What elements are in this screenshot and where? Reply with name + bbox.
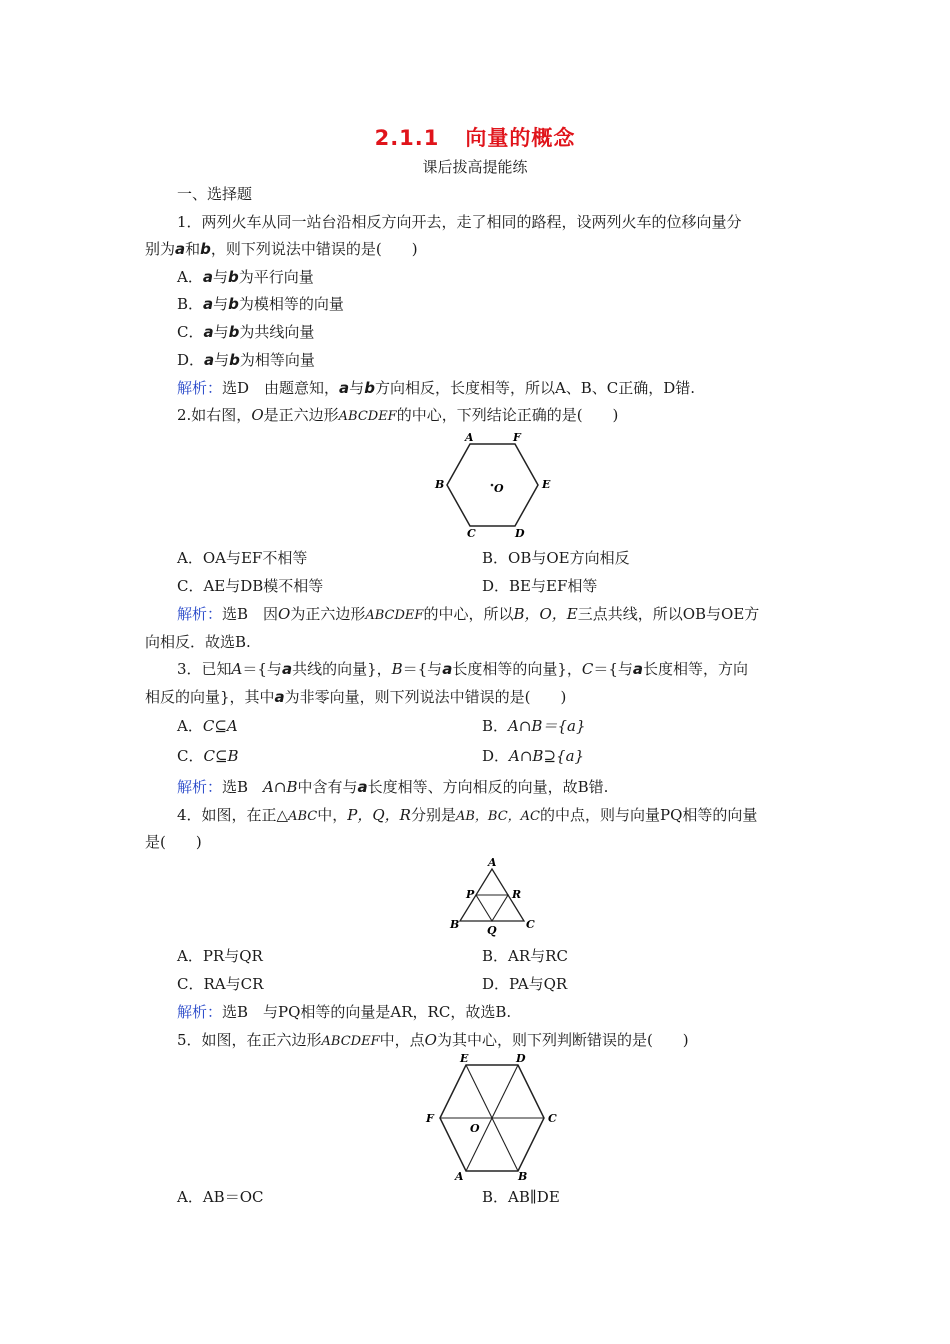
vertex-label-b: B: [435, 478, 445, 491]
q2-option-c: C．AE与DB模不相等: [177, 577, 324, 595]
section-heading: 一、选择题: [177, 185, 253, 203]
q3-analysis: 解析：选B A∩B中含有与a长度相等、方向相反的向量，故B错.: [177, 778, 609, 796]
page-subtitle: 课后拔高提能练: [422, 158, 528, 176]
q5-option-b: B．AB∥DE: [482, 1188, 560, 1206]
q1-stem-line1: 1．两列火车从同一站台沿相反方向开去，走了相同的路程，设两列火车的位移向量分: [177, 213, 742, 231]
q2-hexagon-figure: [430, 430, 560, 540]
vertex-label-f: F: [426, 1112, 434, 1125]
vertex-label-b: B: [518, 1170, 528, 1182]
vertex-label-c: C: [526, 918, 535, 931]
vertex-label-f: F: [513, 431, 521, 444]
q1-option-d: D．a与b为相等向量: [177, 351, 315, 369]
q4-triangle-figure: [440, 855, 540, 940]
q3-option-d: D．A∩B⊇{a}: [482, 747, 585, 765]
q3-stem-line2: 相反的向量}，其中a为非零向量，则下列说法中错误的是( ): [145, 688, 567, 706]
q1-analysis: 解析：选D 由题意知，a与b方向相反，长度相等，所以A、B、C正确，D错.: [177, 379, 696, 397]
vertex-label-c: C: [548, 1112, 557, 1125]
section-number: 2.1.1: [374, 126, 440, 150]
q2-analysis-line1: 解析：选B 因O为正六边形ABCDEF的中心，所以B，O，E三点共线，所以OB与OE方: [177, 605, 760, 623]
midpoint-label-q: Q: [487, 924, 497, 937]
q4-option-d: D．PA与QR: [482, 975, 568, 993]
vertex-label-c: C: [467, 527, 476, 540]
vertex-label-d: D: [515, 527, 525, 540]
q3-stem-line1: 3．已知A＝{与a共线的向量}，B＝{与a长度相等的向量}，C＝{与a长度相等，方向: [177, 660, 749, 678]
q3-option-a: A．C⊆A: [177, 717, 238, 735]
q4-stem-line2: 是( ): [145, 833, 202, 851]
midpoint-label-p: P: [466, 888, 475, 901]
page-title: [0, 122, 950, 152]
center-point: [491, 484, 494, 487]
vertex-label-a: A: [488, 856, 497, 869]
analysis-label: 解析：: [177, 379, 223, 397]
q1-option-b: B．a与b为模相等的向量: [177, 295, 344, 313]
q2-option-d: D．BE与EF相等: [482, 577, 598, 595]
vertex-label-e: E: [542, 478, 551, 491]
q4-option-b: B．AR与RC: [482, 947, 568, 965]
center-label-o: O: [470, 1122, 480, 1135]
q1-option-c: C．a与b为共线向量: [177, 323, 315, 341]
vertex-label-e: E: [460, 1052, 469, 1065]
q5-hexagon-figure: [420, 1052, 570, 1182]
q1-stem-line2: 别为a和b，则下列说法中错误的是( ): [145, 240, 418, 258]
q3-option-b: B．A∩B＝{a}: [482, 717, 586, 735]
midpoint-label-r: R: [512, 888, 522, 901]
center-label-o: O: [494, 482, 504, 495]
vertex-label-d: D: [516, 1052, 526, 1065]
q2-option-a: A．OA与EF不相等: [177, 549, 308, 567]
q4-analysis: 解析：选B 与PQ相等的向量是AR，RC，故选B.: [177, 1003, 512, 1021]
q1-option-a: A．a与b为平行向量: [177, 268, 314, 286]
q4-option-c: C．RA与CR: [177, 975, 264, 993]
title-text: 向量的概念: [465, 126, 576, 150]
q2-option-b: B．OB与OE方向相反: [482, 549, 630, 567]
q4-option-a: A．PR与QR: [177, 947, 263, 965]
vertex-label-b: B: [450, 918, 460, 931]
q2-stem: 2.如右图，O是正六边形ABCDEF的中心，下列结论正确的是( ): [177, 406, 619, 424]
q5-stem: 5．如图，在正六边形ABCDEF中，点O为其中心，则下列判断错误的是( ): [177, 1031, 689, 1049]
q5-option-a: A．AB＝OC: [177, 1188, 264, 1206]
q4-stem-line1: 4．如图，在正△ABC中，P，Q，R分别是AB，BC，AC的中点，则与向量PQ相等的向量: [177, 806, 758, 824]
q2-analysis-line2: 向相反．故选B.: [145, 633, 251, 651]
vertex-label-a: A: [455, 1170, 464, 1182]
vertex-label-a: A: [465, 431, 474, 444]
q3-option-c: C．C⊆B: [177, 747, 239, 765]
